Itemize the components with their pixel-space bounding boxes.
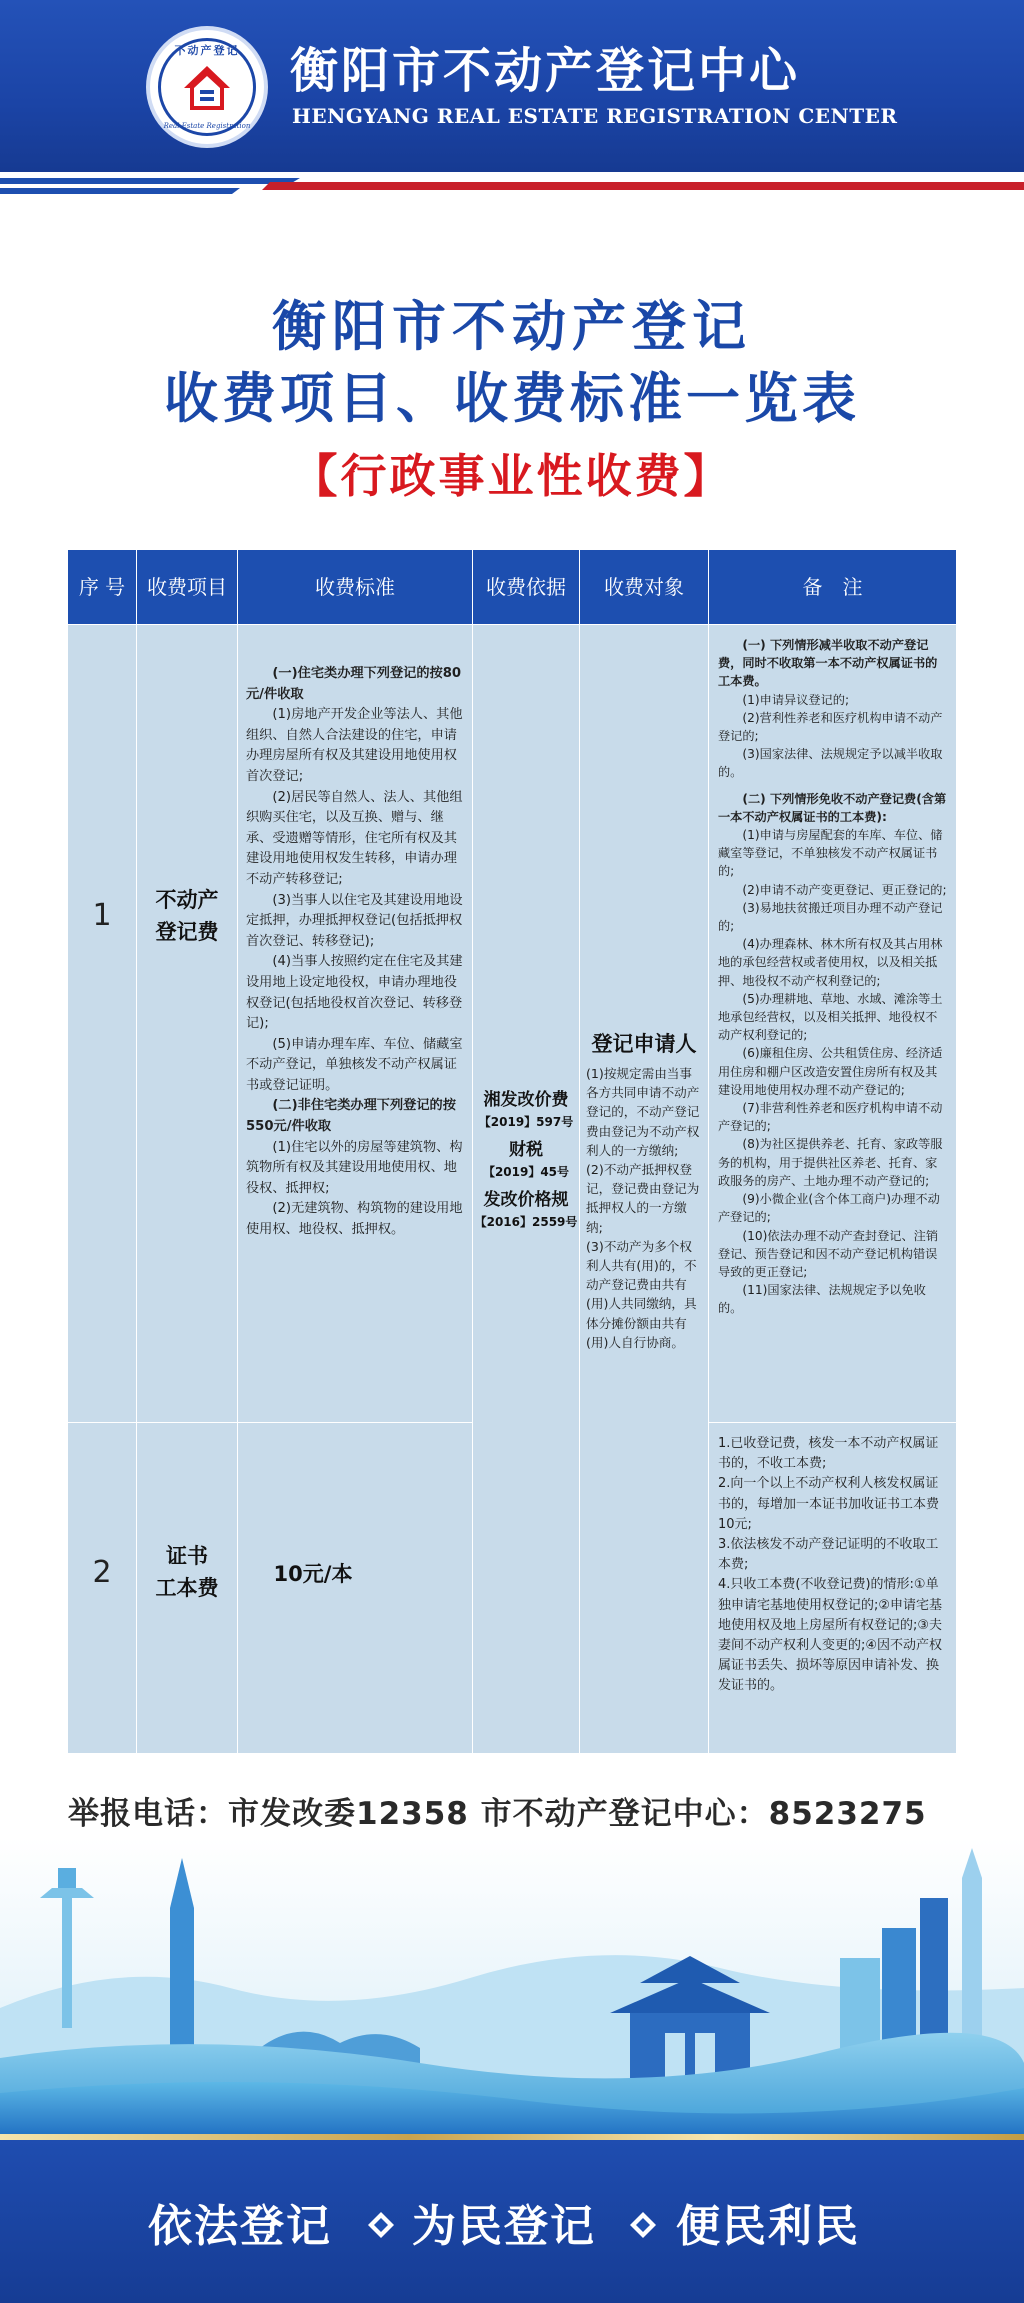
basis-doc-3: 发改价格规	[483, 1190, 569, 1210]
column-divider	[708, 550, 709, 1753]
column-divider	[579, 550, 580, 1753]
remark-paragraph: (6)廉租住房、公共租赁住房、经济适用住房和棚户区改造安置住房所有权及其建设用地使用权办理不动产登记的;	[718, 1046, 943, 1097]
fee-table	[68, 550, 956, 1753]
header-banner	[0, 0, 1024, 172]
target-note: (1)按规定需由当事各方共同申请不动产登记的，不动产登记费由登记为不动产权利人的一方缴纳;	[586, 1066, 700, 1158]
diamond-bullet-icon	[366, 2210, 396, 2240]
slogan-1: 依法登记	[148, 2201, 332, 2252]
remark-paragraph: (一) 下列情形减半收取不动产登记费，同时不收取第一本不动产权属证书的工本费。	[718, 638, 938, 689]
row-divider	[68, 1422, 472, 1423]
target-note: (3)不动产为多个权利人共有(用)的，不动产登记费由共有(用)人共同缴纳，具体分摊份额由共有(用)人自行协商。	[586, 1238, 697, 1350]
remark-paragraph: (7)非营利性养老和医疗机构申请不动产登记的;	[718, 1101, 943, 1134]
center-name-en: HENGYANG REAL ESTATE REGISTRATION CENTER	[292, 104, 898, 128]
basis-doc-1: 湘发改价费	[483, 1090, 569, 1110]
header-target: 收费对象	[604, 575, 684, 599]
page-title-line2: 收费项目、收费标准一览表	[164, 367, 860, 430]
row1-index: 1	[92, 898, 112, 933]
remark-paragraph: (9)小微企业(含个体工商户)办理不动产登记的;	[718, 1192, 940, 1225]
remark-paragraph: 1.已收登记费，核发一本不动产权属证书的，不收工本费;	[718, 1436, 939, 1472]
remark-paragraph: (1)申请与房屋配套的车库、车位、储藏室等登记，不单独核发不动产权属证书的;	[718, 828, 943, 879]
center-name-cn: 衡阳市不动产登记中心	[290, 43, 801, 99]
remark-paragraph: 2.向一个以上不动产权利人核发权属证书的，每增加一本证书加收证书工本费10元;	[718, 1476, 940, 1532]
standard-paragraph: (1)住宅以外的房屋等建筑物、构筑物所有权及其建设用地使用权、地役权、抵押权;	[246, 1139, 463, 1196]
row2-remarks	[718, 1434, 948, 1697]
slogan-3: 便民利民	[676, 2201, 860, 2252]
diamond-bullet-icon	[628, 2210, 658, 2240]
basis-doc-2-number: 【2019】45号	[482, 1165, 570, 1179]
row1-item	[137, 884, 237, 948]
page-subtitle: 【行政事业性收费】	[291, 449, 733, 503]
row2-item	[137, 1540, 237, 1604]
standard-paragraph: (一)住宅类办理下列登记的按80元/件收取	[246, 666, 462, 702]
row1-item-line2: 登记费	[155, 920, 219, 944]
logo-text-bottom: Real Estate Registration	[163, 122, 251, 130]
target-note: (2)不动产抵押权登记，登记费由登记为抵押权人的一方缴纳;	[586, 1162, 700, 1235]
header-item: 收费项目	[147, 575, 227, 599]
row2-item-line2: 工本费	[155, 1576, 219, 1600]
row-divider	[68, 624, 956, 625]
header-index: 序 号	[78, 575, 126, 599]
row-divider	[708, 1422, 956, 1423]
basis-doc-2: 财税	[509, 1140, 543, 1160]
remark-paragraph: (8)为社区提供养老、托育、家政等服务的机构，用于提供社区养老、托育、家政服务的房产、土地办理不动产登记的;	[718, 1137, 943, 1188]
logo-text-top: 不动产登记	[174, 44, 240, 57]
remark-paragraph: 4.只收工本费(不收登记费)的情形:①单独申请宅基地使用权登记的;②申请宅基地使用权及地上房屋所有权登记的;③夫妻间不动产权利人变更的;④因不动产权属证书丢失、损坏等原因申请补发、换发证书的。	[718, 1577, 943, 1694]
row2-index: 2	[92, 1555, 112, 1590]
remark-paragraph: (5)办理耕地、草地、水域、滩涂等土地承包经营权，以及相关抵押、地役权不动产权利登记的;	[718, 991, 943, 1043]
remark-paragraph: (2)营利性养老和医疗机构申请不动产登记的;	[718, 710, 943, 744]
header-remarks: 备 注	[802, 575, 863, 599]
header-standard: 收费标准	[315, 575, 395, 599]
fee-basis	[473, 1088, 579, 1232]
remark-paragraph: (10)依法办理不动产查封登记、注销登记、预告登记和因不动产登记机构错误导致的更正登记;	[718, 1228, 939, 1279]
house-emblem-icon	[180, 62, 234, 116]
basis-doc-3-number: 【2016】2559号	[474, 1215, 578, 1229]
fee-target-title: 登记申请人	[591, 1032, 697, 1056]
standard-paragraph: (4)当事人按照约定在住宅及其建设用地上设定地役权，申请办理地役权登记(包括地役权首次登记、转移登记);	[246, 954, 463, 1032]
remark-paragraph: (11)国家法律、法规规定予以免收的。	[718, 1283, 926, 1316]
city-skyline-illustration	[0, 1838, 1024, 2138]
center-logo	[146, 26, 268, 148]
footer-banner	[0, 2140, 1024, 2303]
report-hotline: 举报电话：市发改委12358 市不动产登记中心：8523275	[68, 1796, 927, 1832]
standard-paragraph: (5)申请办理车库、车位、储藏室不动产登记，单独核发不动产权属证书或登记证明。	[246, 1036, 463, 1093]
page-title-line1: 衡阳市不动产登记	[272, 295, 752, 358]
row1-remarks	[718, 636, 948, 1318]
remark-paragraph: (1)申请异议登记的;	[742, 692, 850, 707]
row1-item-line1: 不动产	[155, 888, 219, 912]
standard-paragraph: (2)无建筑物、构筑物的建设用地使用权、地役权、抵押权。	[246, 1201, 463, 1238]
standard-paragraph: (1)房地产开发企业等法人、其他组织、自然人合法建设的住宅，申请办理房屋所有权及其建设用地使用权首次登记;	[246, 707, 463, 784]
remark-paragraph: (3)易地扶贫搬迁项目办理不动产登记的;	[718, 900, 943, 934]
remark-paragraph: (二) 下列情形免收不动产登记费(含第一本不动产权属证书的工本费):	[718, 791, 947, 824]
basis-doc-1-number: 【2019】597号	[478, 1115, 574, 1129]
header-basis: 收费依据	[486, 575, 566, 599]
remark-paragraph: (4)办理森林、林木所有权及其占用林地的承包经营权或者使用权，以及相关抵押、地役权不动产权利登记的;	[718, 937, 943, 988]
fee-target-notes	[586, 1064, 702, 1352]
row2-item-line1: 证书	[166, 1544, 208, 1568]
row1-standard	[246, 664, 464, 1241]
row2-standard: 10元/本	[273, 1562, 353, 1586]
remark-paragraph: (3)国家法律、法规规定予以减半收取的。	[718, 747, 943, 780]
remark-paragraph: 3.依法核发不动产登记证明的不收取工本费;	[718, 1537, 939, 1573]
standard-paragraph: (二)非住宅类办理下列登记的按550元/件收取	[246, 1098, 456, 1135]
remark-paragraph: (2)申请不动产变更登记、更正登记的;	[742, 882, 947, 897]
header-stripes	[0, 172, 1024, 198]
standard-paragraph: (2)居民等自然人、法人、其他组织购买住宅，以及互换、赠与、继承、受遗赠等情形，住宅所有权及其建设用地使用权发生转移，申请办理不动产转移登记;	[246, 789, 463, 887]
slogan-2: 为民登记	[412, 2201, 596, 2252]
standard-paragraph: (3)当事人以住宅及其建设用地设定抵押，办理抵押权登记(包括抵押权首次登记、转移登记);	[246, 892, 463, 949]
